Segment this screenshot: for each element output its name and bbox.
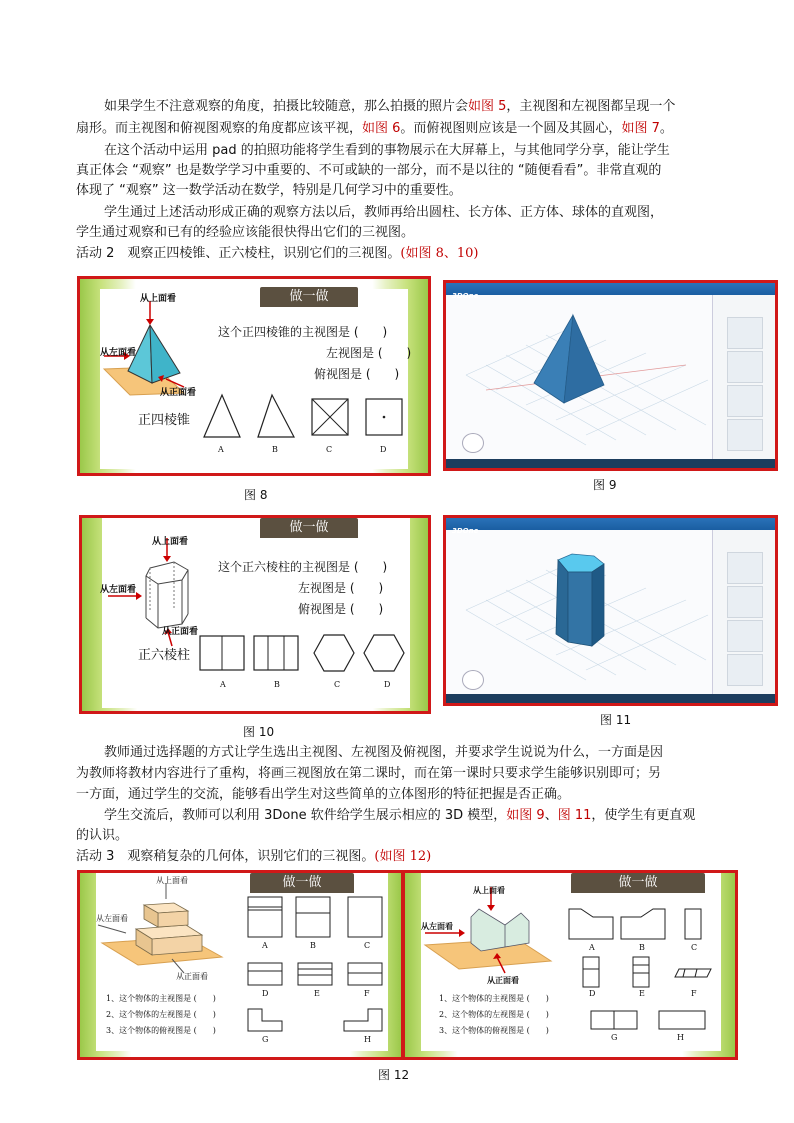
question-left-view: 左视图是 ( ) (298, 581, 384, 595)
answer-options-diagrams (246, 893, 388, 1043)
para4-line3: 一方面，通过学生的交流，能够看出学生对这些简单的立体图形的特征把握是否正确。 (76, 787, 571, 802)
ref-fig6-link: 如图 6 (362, 121, 401, 136)
view-from-front-label: 从正面看 (487, 976, 519, 985)
figure-9-caption: 图 9 (593, 478, 617, 492)
3d-grid-viewport (446, 530, 712, 695)
figure-10-caption: 图 10 (243, 725, 275, 739)
option-a-label: A (220, 680, 226, 689)
model-library-sidebar[interactable] (712, 295, 775, 459)
question-front-view: 这个正六棱柱的主视图是 ( ) (218, 560, 388, 574)
option-f-label: F (691, 989, 697, 998)
figure-12-right-panel (402, 870, 738, 1060)
model-library-sidebar[interactable] (712, 530, 775, 694)
stepped-block-diagram (96, 873, 246, 983)
option-c-label: C (326, 445, 333, 454)
option-d-label: D (384, 680, 391, 689)
view-from-top-label: 从上面看 (156, 876, 188, 885)
para2-line2: 真正体会 “观察” 也是数学学习中重要的、不可或缺的一部分，而不是以往的 “随便看看”。非常直观的 (76, 163, 662, 178)
block-thumb-icon[interactable] (727, 586, 763, 618)
figure-8-tab: 做一做 (260, 287, 358, 307)
para1-line2: 扇形。而主视图和俯视图观察的角度都应该平视，如图 6。而俯视图则应该是一个圆及其圆心，如图 7。 (76, 121, 673, 136)
figure-9-screenshot (443, 280, 778, 471)
pyramid-thumb-icon[interactable] (727, 419, 763, 451)
shape-name: 正四棱锥 (138, 413, 191, 428)
question-front-view: 这个正四棱锥的主视图是 ( ) (218, 325, 388, 339)
option-c-label: C (691, 943, 698, 952)
figure-11-caption: 图 11 (600, 713, 632, 727)
ref-fig7-link: 如图 7 (621, 121, 660, 136)
view-from-top-label: 从上面看 (140, 294, 177, 304)
view-from-front-label: 从正面看 (160, 388, 197, 398)
answer-options-diagrams (567, 903, 717, 1035)
question-top-view: 俯视图是 ( ) (298, 602, 384, 616)
pyramid-thumb-icon[interactable] (727, 654, 763, 686)
3d-grid-viewport (446, 295, 712, 460)
option-d-label: D (380, 445, 387, 454)
figure-12-right-tab: 做一做 (571, 873, 705, 893)
option-g-label: G (262, 1035, 269, 1044)
view-from-left-label: 从左面看 (96, 914, 128, 923)
question-1: 1、这个物体的主视图是 ( ) (439, 994, 549, 1003)
cube-thumb-icon[interactable] (727, 552, 763, 584)
windows-taskbar (446, 694, 775, 703)
option-e-label: E (639, 989, 645, 998)
option-c-label: C (334, 680, 341, 689)
option-b-label: B (639, 943, 645, 952)
option-d-label: D (262, 989, 269, 998)
option-c-label: C (364, 941, 371, 950)
figure-10-tab: 做一做 (260, 518, 358, 538)
question-1: 1、这个物体的主视图是 ( ) (106, 994, 216, 1003)
app-logo: 3DOne (452, 292, 479, 300)
question-2: 2、这个物体的左视图是 ( ) (439, 1010, 549, 1019)
figure-11-screenshot (443, 515, 778, 706)
option-h-label: H (364, 1035, 371, 1044)
option-d-label: D (589, 989, 596, 998)
app-titlebar (446, 518, 775, 535)
question-left-view: 左视图是 ( ) (326, 346, 412, 360)
para2-line1: 在这个活动中运用 pad 的拍照功能将学生看到的事物展示在大屏幕上，与其他同学分享，能让学生 (104, 143, 670, 158)
para5-line2: 的认识。 (76, 828, 129, 843)
question-3: 3、这个物体的俯视图是 ( ) (439, 1026, 549, 1035)
option-a-label: A (218, 445, 224, 454)
option-g-label: G (611, 1033, 618, 1042)
ref-fig5-link: 如图 5 (468, 99, 507, 114)
para3-line2: 学生通过观察和已有的经验应该能很快得出它们的三视图。 (76, 225, 415, 240)
figure-8-caption: 图 8 (244, 488, 268, 502)
figure-10-slide (102, 518, 410, 708)
shape-name: 正六棱柱 (138, 648, 191, 663)
figure-10-panel (79, 515, 431, 714)
para3-line1: 学生通过上述活动形成正确的观察方法以后，教师再给出圆柱、长方体、正方体、球体的直观图， (104, 205, 664, 220)
app-logo: 3DOne (452, 527, 479, 535)
question-top-view: 俯视图是 ( ) (314, 367, 400, 381)
view-from-left-label: 从左面看 (100, 348, 137, 358)
figure-8-panel (77, 276, 431, 476)
view-from-top-label: 从上面看 (152, 537, 189, 547)
figure-12-caption: 图 12 (378, 1068, 410, 1082)
figure-12-left-slide (96, 873, 388, 1051)
para4-line1: 教师通过选择题的方式让学生选出主视图、左视图及俯视图，并要求学生说说为什么，一方面是因 (104, 745, 664, 760)
ref-fig9-link: 如图 9 (506, 808, 545, 823)
app-titlebar (446, 283, 775, 300)
cube-thumb-icon[interactable] (727, 317, 763, 349)
para2-line3: 体现了 “观察” 这一数学活动在数学，特别是几何学习中的重要性。 (76, 183, 462, 198)
option-f-label: F (364, 989, 370, 998)
option-a-label: A (262, 941, 268, 950)
windows-taskbar (446, 459, 775, 468)
answer-options-diagrams (200, 391, 410, 443)
para1-line1: 如果学生不注意观察的角度，拍摄比较随意，那么拍摄的照片会如图 5，主视图和左视图都呈现一个 (104, 99, 676, 114)
option-b-label: B (274, 680, 280, 689)
cylinder-thumb-icon[interactable] (727, 620, 763, 652)
answer-options-diagrams (198, 632, 410, 680)
figure-12-left-tab: 做一做 (250, 873, 354, 893)
para5-line1: 学生交流后，教师可以利用 3Done 软件给学生展示相应的 3D 模型，如图 9、图 11，使学生有更直观 (104, 808, 696, 823)
view-from-left-label: 从左面看 (100, 585, 137, 595)
option-a-label: A (589, 943, 595, 952)
view-from-front-label: 从正面看 (162, 627, 199, 637)
option-b-label: B (272, 445, 278, 454)
block-thumb-icon[interactable] (727, 351, 763, 383)
option-h-label: H (677, 1033, 684, 1042)
activity2-heading: 活动 2 观察正四棱锥、正六棱柱，识别它们的三视图。(如图 8、10) (76, 246, 479, 261)
para4-line2: 为教师将教材内容进行了重构，将画三视图放在第二课时，而在第一课时只要求学生能够识别即可；另 (76, 766, 662, 781)
ref-fig11-link: 图 11 (557, 808, 592, 823)
activity3-heading: 活动 3 观察稍复杂的几何体，识别它们的三视图。(如图 12) (76, 849, 432, 864)
option-b-label: B (310, 941, 316, 950)
view-from-left-label: 从左面看 (421, 922, 453, 931)
figure-12-left-panel (77, 870, 404, 1060)
figure-8-slide (100, 289, 412, 469)
view-cube-icon[interactable] (462, 433, 484, 453)
cylinder-thumb-icon[interactable] (727, 385, 763, 417)
view-from-top-label: 从上面看 (473, 886, 505, 895)
view-cube-icon[interactable] (462, 670, 484, 690)
option-e-label: E (314, 989, 320, 998)
question-3: 3、这个物体的俯视图是 ( ) (106, 1026, 216, 1035)
question-2: 2、这个物体的左视图是 ( ) (106, 1010, 216, 1019)
view-from-front-label: 从正面看 (176, 972, 208, 981)
figure-12-right-slide (421, 873, 721, 1051)
